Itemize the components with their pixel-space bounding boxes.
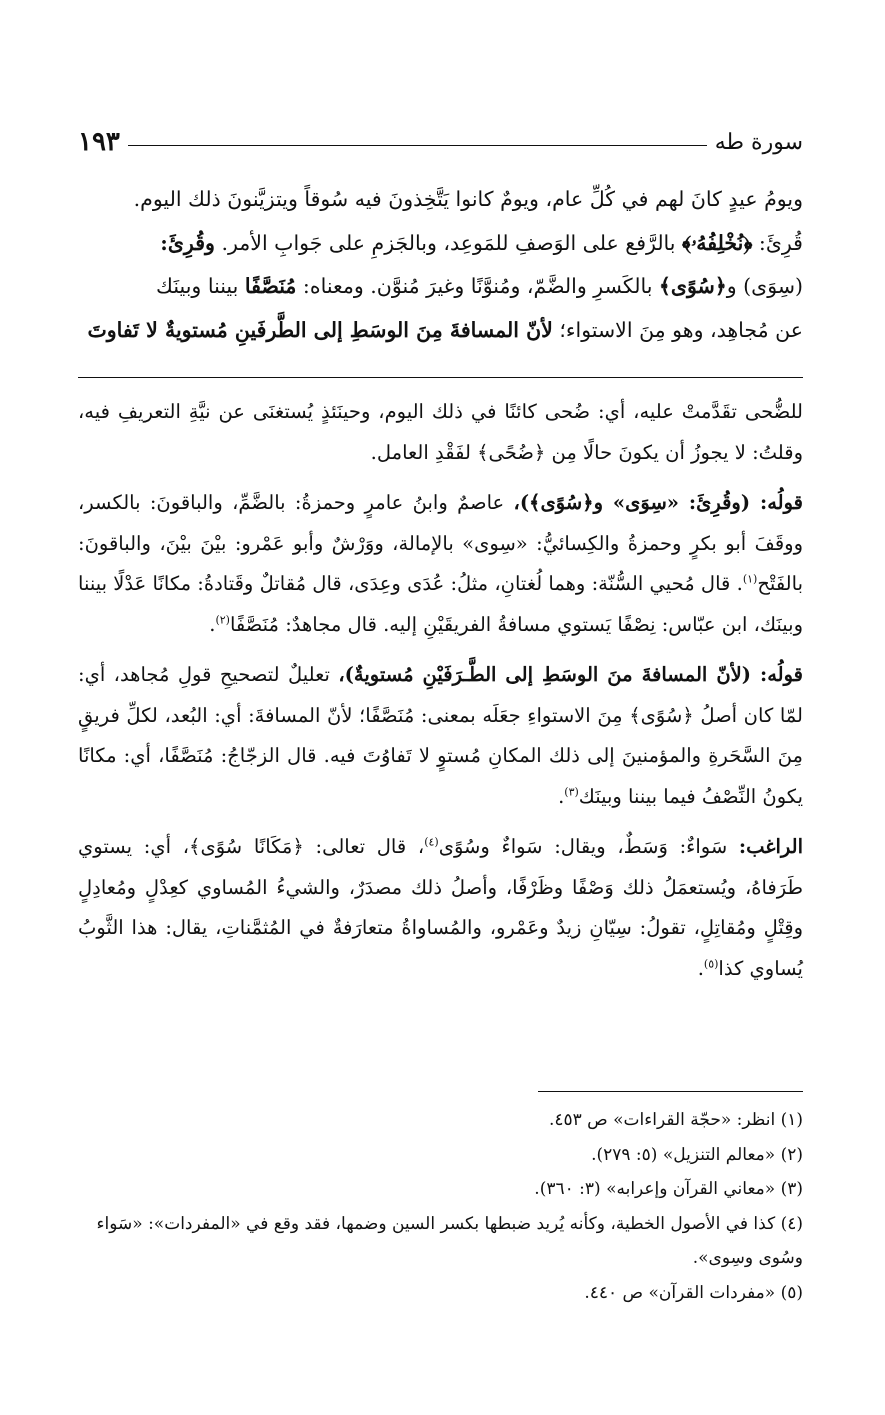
running-head	[78, 124, 803, 160]
footnote-2: (٢) «معالم التنزيل» (٥: ٢٧٩).	[591, 1144, 803, 1165]
footnote-ref-2[interactable]: (٢)	[215, 613, 230, 626]
main-text-span: بيننا وبينَك	[156, 274, 245, 298]
bold-phrase: لأنّ المسافةَ مِنَ الوسَطِ إلى الطَّرفَينِ مُستويةٌ لا تَفاوتَ	[87, 317, 553, 342]
paragraph-lead: الراغب:	[738, 835, 803, 858]
footnote-ref-5[interactable]: (٥)	[703, 957, 719, 970]
page-number: ١٩٣	[78, 127, 120, 157]
footnote-4-continued: وسُوى وسِوى».	[692, 1248, 803, 1268]
commentary-paragraph-1: للضُّحى تقَدَّمتْ عليه، أي: ضُحى كائنًا في ذلك اليوم، وحينَئذٍ يُستغنَى عن نيَّةِ التعريفِ فيه، وقلتُ: لا يجوزُ أن يكونَ حالًا مِن ﴿ضُحًى﴾ لفَقْدِ العامل.	[78, 400, 803, 464]
footnote-ref-1[interactable]: (١)	[742, 572, 758, 586]
header-rule	[128, 145, 707, 146]
commentary-paragraph-4	[78, 827, 803, 989]
main-line-3	[78, 265, 803, 309]
bold-phrase: وقُرِئَ:	[160, 230, 215, 255]
main-text-span: بالكَسرِ والضَّمّ، ومُنوَّنًا وغيرَ مُنوَّن. ومعناه:	[296, 274, 659, 298]
quran-word: ﴿نُخْلِفُهُۥ﴾	[682, 230, 753, 255]
main-text-span: (سِوَى) و	[726, 274, 803, 298]
paragraph-lead: قولُه: (وقُرِئَ: «سِوَى» و﴿سُوًى﴾)،	[513, 491, 803, 514]
paragraph-body: عاصمٌ وابنُ عامرٍ وحمزةُ: بالضَّمِّ، والباقونَ: بالكسر، ووقَفَ أبو بكرٍ وحمزةُ والكِسائيُّ: «سِوى» بالإمالة، ووَرْشٌ وأبو عَمْرو: بيْنَ بيْنَ، والباقونَ: بالفَتْح	[78, 491, 803, 595]
main-line-4	[78, 309, 803, 353]
main-text-span: عن مُجاهِد، وهو مِنَ الاستواء؛	[552, 317, 803, 342]
main-line-2	[78, 222, 803, 266]
footnote-1: (١) انظر: «حجّة القراءات» ص ٤٥٣.	[548, 1110, 803, 1130]
footnote-3: (٣) «معاني القرآن وإعرابه» (٣: ٣٦٠).	[534, 1179, 803, 1199]
main-text	[78, 178, 803, 352]
main-text-span: قُرِئَ:	[752, 230, 803, 255]
bold-phrase: مُنَصَّفًا	[244, 274, 297, 298]
paragraph-body: سَواءٌ: وَسَطٌ، ويقال: سَواءٌ وسُوًى	[438, 835, 739, 858]
commentary	[78, 392, 803, 999]
main-text-span: بالرَّفع على الوَصفِ للمَوعِد، وبالجَزمِ على جَوابِ الأمر.	[214, 230, 683, 255]
paragraph-end: .	[697, 956, 704, 980]
footnote-ref-3[interactable]: (٣)	[564, 785, 579, 798]
footnote-5: (٥) «مفردات القرآن» ص ٤٤٠.	[584, 1282, 803, 1303]
footnote-divider	[538, 1091, 803, 1092]
paragraph-body: تعليلٌ لتصحيحِ قولِ مُجاهد، أي: لمّا كان أصلُ ﴿سُوًى﴾ مِنَ الاستواءِ جعَلَه بمعنى: مُنَصَّفًا؛ لأنّ المسافةَ: أي: البُعد، لكلِّ فريقٍ مِنَ السَّحَرةِ والمؤمنينَ إلى ذلك المكانِ مُستوٍ لا تَفاوُتَ فيه. قال الزجّاجُ: مُنَصَّفًا، أي: مكانًا يكونُ النِّصْفُ فيما بيننا وبينَك	[78, 663, 803, 808]
footnote-4: (٤) كذا في الأصول الخطية، وكأنه يُريد ضبطها بكسر السين وضمها، فقد وقع في «المفردات»: «سَواء	[96, 1213, 803, 1234]
main-text-span: ويومُ عيدٍ كانَ لهم في كُلِّ عام، ويومٌ كانوا يَتَّخِذونَ فيه سُوقاً ويتزيَّنونَ ذلك اليوم.	[133, 187, 803, 211]
paragraph-body: ، قال تعالى: ﴿مَكَانًا سُوًى﴾، أي: يستوي طَرَفاهُ، ويُستعمَلُ ذلك وَصْفًا وظَرْفًا، وأصلُ ذلك مصدَرٌ، والشيءُ المُساوي كعِدْلٍ ومُعادِلٍ وقِتْلٍ ومُقاتِلٍ، تقولُ: سِيّانِ زيدٌ وعَمْرو، والمُساواةُ متعارَفةٌ في المُثمَّناتِ، يقال: هذا الثَّوبُ يُساوي كذا	[78, 835, 803, 980]
paragraph-body: . قال مُحيي السُّنّة: وهما لُغتانِ، مثلُ: عُدَى وعِدَى، قال مُقاتلٌ وقَتادةُ: مكانًا عَدْلًا بيننا وبينَك، ابن عبّاس: نِصْفًا يَستوي مسافةُ الفريقَيْنِ إليه. قال مجاهدٌ: مُنَصَّفًا	[78, 572, 803, 636]
paragraph-end: .	[558, 784, 565, 808]
footnote-ref-4[interactable]: (٤)	[424, 835, 439, 849]
main-line-1	[78, 178, 803, 222]
main-text-divider	[78, 377, 803, 378]
paragraph-end: .	[209, 612, 216, 636]
surah-title: سورة طه	[714, 129, 803, 155]
commentary-paragraph-2	[78, 483, 803, 645]
paragraph-lead: قولُه: (لأنّ المسافةَ منَ الوسَطِ إلى الطَّـرَفَيْنِ مُستويةٌ)،	[338, 663, 803, 686]
quran-word: ﴿سُوًى﴾	[658, 274, 727, 298]
footnotes	[78, 1103, 803, 1310]
commentary-paragraph-3	[78, 655, 803, 817]
